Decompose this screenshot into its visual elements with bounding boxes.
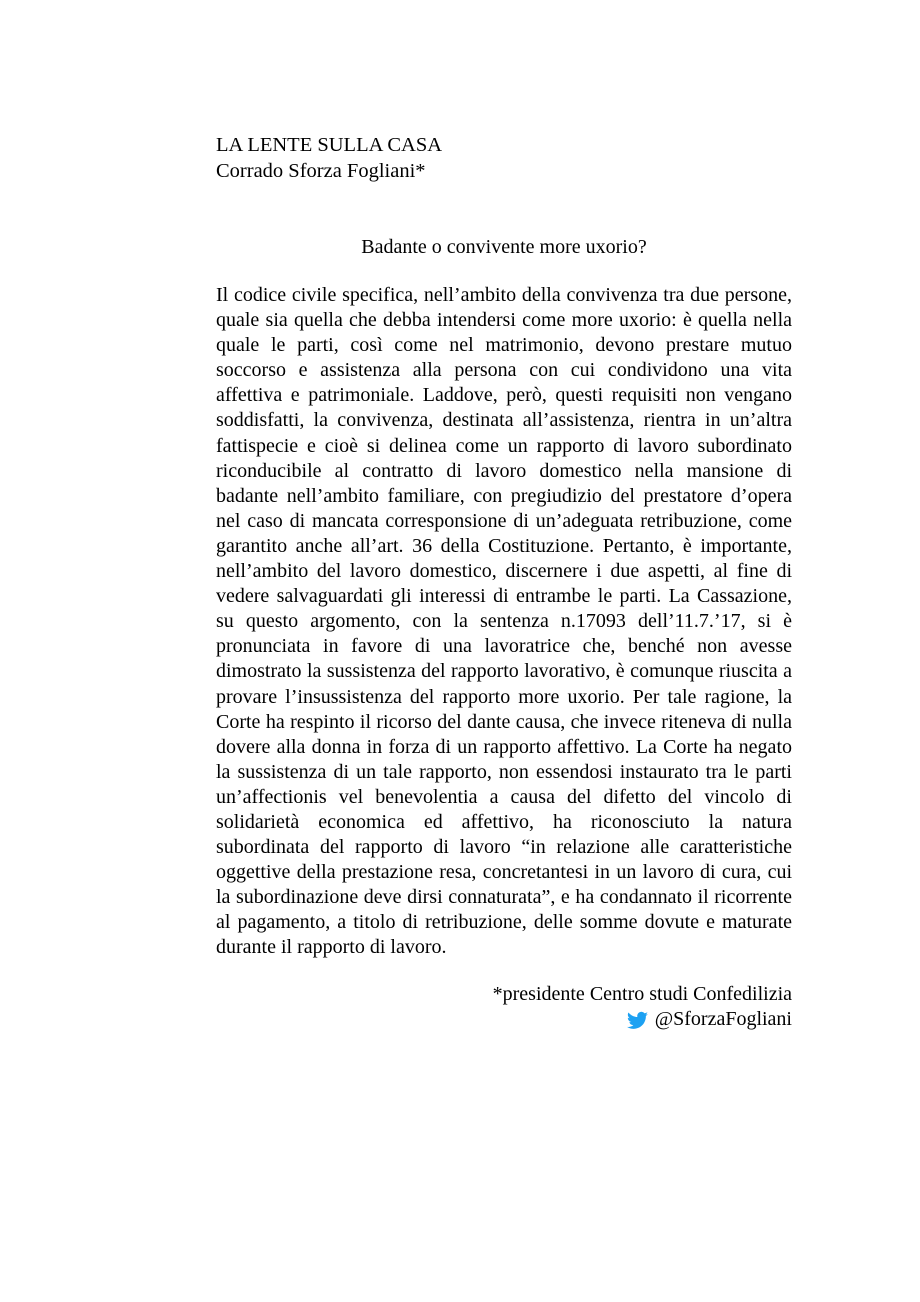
social-handle-line xyxy=(216,1007,792,1033)
article-body: Il codice civile specifica, nell’ambito della convivenza tra due persone, quale sia quella che debba intendersi come more uxorio: è quella nella quale le parti, così come nel matrimonio, devono prestare mutuo soccorso e assistenza alla persona con cui condividono una vita affettiva e patrimoniale. Laddove, però, questi requisiti non vengano soddisfatti, la convivenza, destinata all’assistenza, rientra in un’altra fattispecie e cioè si delinea come un rapporto di lavoro subordinato riconducibile al contratto di lavoro domestico nella mansione di badante nell’ambito familiare, con pregiudizio del prestatore d’opera nel caso di mancata corresponsione di un’adeguata retribuzione, come garantito anche all’art. 36 della Costituzione. Pertanto, è importante, nell’ambito del lavoro domestico, discernere i due aspetti, al fine di vedere salvaguardati gli interessi di entrambe le parti. La Cassazione, su questo argomento, con la sentenza n.17093 dell’11.7.’17, si è pronunciata in favore di una lavoratrice che, benché non avesse dimostrato la sussistenza del rapporto lavorativo, è comunque riuscita a provare l’insussistenza del rapporto more uxorio. Per tale ragione, la Corte ha respinto il ricorso del dante causa, che invece riteneva di nulla dovere alla donna in forza di un rapporto affettivo. La Corte ha negato la sussistenza di un tale rapporto, non essendosi instaurato tra le parti un’affectionis vel benevolentia a causa del difetto del vincolo di solidarietà economica ed affettivo, ha riconosciuto la natura subordinata del rapporto di lavoro “in relazione alle caratteristiche oggettive della prestazione resa, concretantesi in un lavoro di cura, cui la subordinazione deve dirsi connaturata”, e ha condannato il ricorrente al pagamento, a titolo di retribuzione, delle somme dovute e maturate durante il rapporto di lavoro. xyxy=(216,284,792,959)
twitter-handle: @SforzaFogliani xyxy=(654,1008,792,1031)
article-title: Badante o convivente more uxorio? xyxy=(361,236,647,258)
column-title: LA LENTE SULLA CASA xyxy=(216,134,443,156)
author-byline: Corrado Sforza Fogliani* xyxy=(216,160,426,182)
signature-block xyxy=(216,982,792,1033)
author-role: *presidente Centro studi Confedilizia xyxy=(492,982,792,1005)
twitter-bird-icon xyxy=(627,1010,648,1031)
masthead xyxy=(216,132,792,184)
text-column xyxy=(216,0,792,1033)
